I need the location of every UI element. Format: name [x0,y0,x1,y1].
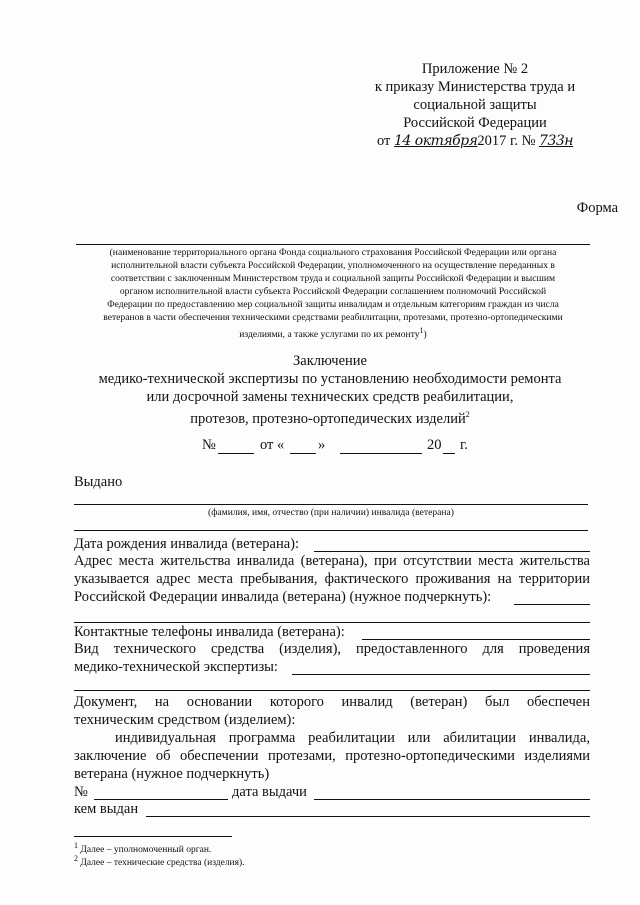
number-date-line: № от « » 20 г. [202,437,468,453]
handwritten-date: 14 октября [394,133,478,149]
issued-label: Выдано [74,474,123,490]
order-date-line: от 14 октября2017 г. № 733н [376,133,573,149]
issued-by-field[interactable] [146,816,590,817]
address-field[interactable] [514,604,590,605]
program-label-2: заключение об обеспечении протезами, протезно-ортопедическими изделиями [74,748,590,764]
program-label-3: ветерана (нужное подчеркнуть) [74,766,270,782]
footnote-1: $^1$ Далее – уполномоченный орган. [74,841,212,856]
address-label-3: Российской Федерации инвалида (ветерана) (нужное подчеркнуть): [74,589,492,605]
doc-number-label: № [74,784,88,800]
handwritten-number: 733н [539,133,573,149]
day-field[interactable] [290,453,316,454]
document-label-2: техническим средством (изделием): [74,712,296,728]
country-line: Российской Федерации [403,115,547,131]
year-field[interactable] [443,453,455,454]
phones-label: Контактные телефоны инвалида (ветерана): [74,624,345,640]
doc-number-field[interactable] [94,799,228,800]
birth-date-label: Дата рождения инвалида (ветерана): [74,536,300,552]
address-extra-line[interactable] [74,622,590,623]
issue-date-label: дата выдачи [232,784,307,800]
footnote-separator [74,836,232,837]
device-field[interactable] [292,674,590,675]
footnote-2: $^2$ Далее – технические средства (изделия). [74,854,245,869]
order-reference [330,60,620,150]
address-label-2: указывается адрес места пребывания, фактического проживания на территории [74,571,590,587]
appendix-number: Приложение № 2 [421,61,529,77]
fio-extra-line[interactable] [74,530,588,531]
document-label-1: Документ, на основании которого инвалид (ветеран) был обеспечен [74,694,590,710]
order-line: к приказу Министерства труда и [374,79,576,95]
issue-date-field[interactable] [314,799,590,800]
month-field[interactable] [340,453,422,454]
device-label-2: медико-технической экспертизы: [74,659,278,675]
phones-field[interactable] [362,639,590,640]
document-title: Заключение медико-технической экспертизы по установлению необходимости ремонта или досрочной замены технических средств реабилитации, протезов, протезно-ортопедических изделий$^2$ [98,353,562,427]
birth-date-field[interactable] [314,551,590,552]
number-field[interactable] [218,453,254,454]
form-label: Форма [576,200,618,216]
authority-line [76,244,590,245]
issued-by-label: кем выдан [74,801,139,817]
authority-caption: (наименование территориального органа Фонда социального страхования Российской Федерации или органа исполнительной власти субъекта Российской Федерации, уполномоченного на осуществление переданных в соответствии с заключенным Министерством труда и социальной защиты Российской Федерации и высшим органом исполнительной власти субъекта Российской Федерации соглашением полномочий Российской Федерации по предоставлению мер социальной защиты инвалидам и отдельным категориям граждан из числа ветеранов в части обеспечения техническими средствами реабилитации, протезами, протезно-ортопедическими изделиями, а также услугами по их ремонту$^1$) [103,247,563,341]
device-extra-line[interactable] [74,690,590,691]
program-label-1: индивидуальная программа реабилитации или абилитации инвалида, [115,730,590,746]
fio-caption: (фамилия, имя, отчество (при наличии) инвалида (ветерана) [208,507,454,518]
ministry-line: социальной защиты [413,97,537,113]
address-label-1: Адрес места жительства инвалида (ветерана), при отсутствии места жительства [74,553,590,569]
device-label-1: Вид технического средства (изделия), предоставленного для проведения [74,641,590,657]
fio-field[interactable] [74,504,588,505]
